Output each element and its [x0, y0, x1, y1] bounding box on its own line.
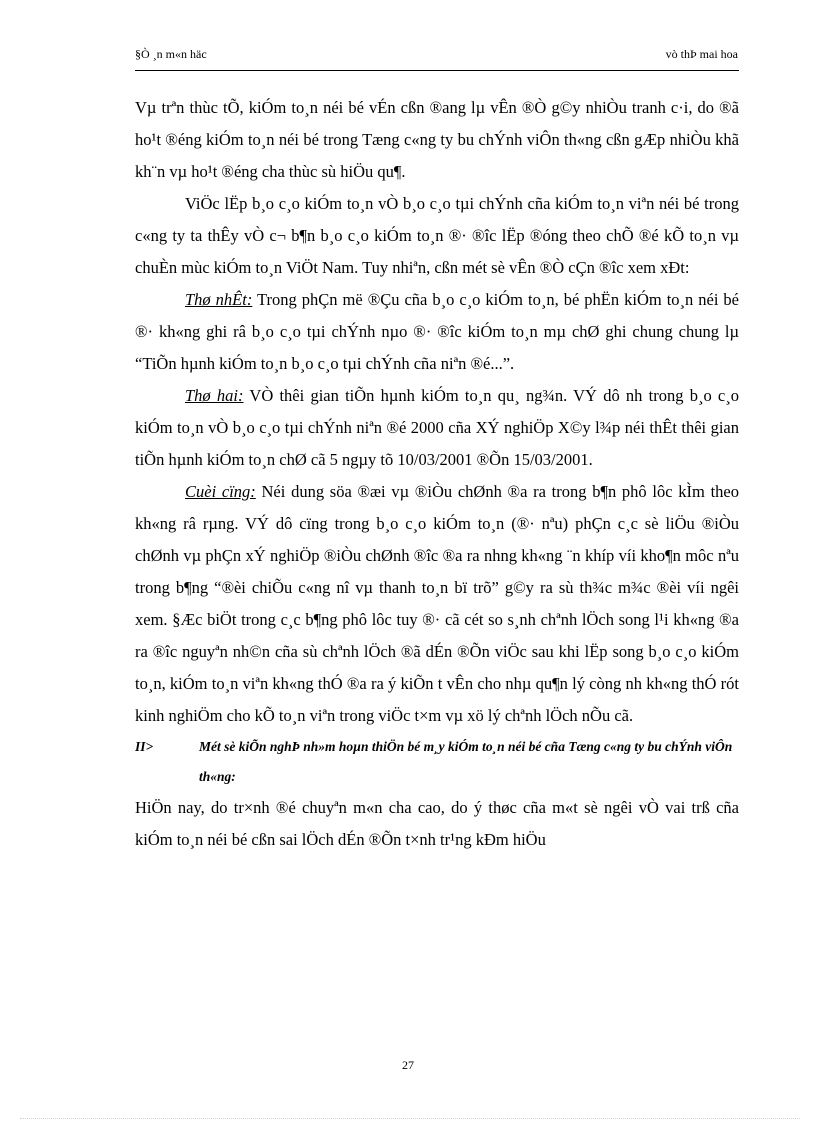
paragraph-lead: Cuèi cïng: [185, 482, 256, 501]
paragraph-final-point [135, 476, 739, 732]
page-number: 27 [402, 1058, 414, 1072]
paragraph-lead: Thø hai: [185, 386, 244, 405]
closing-paragraph: HiÖn nay, do tr×nh ®é chuyªn m«n cha cao, do ý thøc cña m«t sè ngêi vÒ vai trß cña kiÓm to¸n néi bé cßn sai lÖch dÉn ®Õn t×nh tr¹ng kÐm hiÖu [135, 798, 739, 849]
page-body [135, 92, 739, 856]
section-title: Mét sè kiÕn nghÞ nh»m hoµn thiÖn bé m¸y kiÓm to¸n néi bé cña Tæng c«ng ty bu chÝnh viÔn th«ng: [199, 739, 733, 784]
paragraph-first-point [135, 284, 739, 380]
section-number: II> [135, 739, 154, 754]
paragraph-text: VÒ thêi gian tiÕn hµnh kiÓm to¸n qu¸ ng¾n. VÝ dô nh trong b¸o c¸o kiÓm to¸n vÒ b¸o c¸o tµi chÝnh niªn ®é 2000 cña XÝ nghiÖp X©y l¾p néi thÊt thêi gian tiÕn hµnh kiÓm to¸n chØ cã 5 ngµy tõ 10/03/2001 ®Õn 15/03/2001. [135, 386, 739, 469]
header-document-title: §Ò ¸n m«n häc [135, 47, 207, 61]
page-bottom-rule [20, 1118, 800, 1119]
section-heading [135, 732, 739, 792]
paragraph-1: Vµ trªn thùc tÕ, kiÓm to¸n néi bé vÉn cßn ®ang lµ vÊn ®Ò g©y nhiÒu tranh c·i, do ®ã ho¹t ®éng kiÓm to¸n néi bé trong Tæng c«ng ty bu chÝnh viÔn th«ng cßn gÆp nhiÒu khã kh¨n vµ ho¹t ®éng cha thùc sù hiÖu qu¶. [135, 98, 739, 181]
paragraph-text: Néi dung söa ®æi vµ ®iÒu chØnh ®a ra trong b¶n phô lôc kÌm theo kh«ng râ rµng. VÝ dô cïng trong b¸o c¸o kiÓm to¸n (®· nªu) phÇn c¸c sè liÖu ®iÒu chØnh vµ phÇn xÝ nghiÖp ®iÒu chØnh ®îc ®a ra nhng kh«ng ¨n khíp víi kho¶n môc nªu trong b¶ng “®èi chiÕu c«ng nî vµ thanh to¸n bï trõ” g©y ra sù th¾c m¾c ®èi víi ngêi xem. §Æc biÖt trong c¸c b¶ng phô lôc tuy ®· cã cét so s¸nh chªnh lÖch song l¹i kh«ng ®a ra ®îc nguyªn nh©n cña sù chªnh lÖch ®ã dÉn ®Õn viÖc sau khi lËp song b¸o c¸o kiÓm to¸n, kiÓm to¸n viªn kh«ng thÓ ®a ra ý kiÕn t vÊn cho nhµ qu¶n lý còng nh kh«ng thÓ rót kinh nghiÖm cho kÕ to¸n viªn trong viÖc t×m vµ xö lý chªnh lÖch nÕu cã. [135, 482, 739, 725]
paragraph-2: ViÖc lËp b¸o c¸o kiÓm to¸n vÒ b¸o c¸o tµi chÝnh cña kiÓm to¸n viªn néi bé trong c«ng ty ta thÊy vÒ c¬ b¶n b¸o c¸o kiÓm to¸n ®· ®îc lËp ®óng theo chÕ ®é kÕ to¸n vµ chuÈn mùc kiÓm to¸n ViÖt Nam. Tuy nhiªn, cßn mét sè vÊn ®Ò cÇn ®îc xem xÐt: [135, 194, 739, 277]
paragraph-text: Trong phÇn më ®Çu cña b¸o c¸o kiÓm to¸n, bé phËn kiÓm to¸n néi bé ®· kh«ng ghi râ b¸o c¸o tµi chÝnh nµo ®· ®îc kiÓm to¸n mµ chØ ghi chung chung lµ “TiÕn hµnh kiÓm to¸n b¸o c¸o tµi chÝnh cña niªn ®é...”. [135, 290, 739, 373]
paragraph-second-point [135, 380, 739, 476]
header-author: vò thÞ mai hoa [665, 47, 738, 61]
page-header [135, 47, 738, 67]
header-rule [135, 70, 739, 71]
paragraph-lead: Thø nhÊt: [185, 290, 253, 309]
